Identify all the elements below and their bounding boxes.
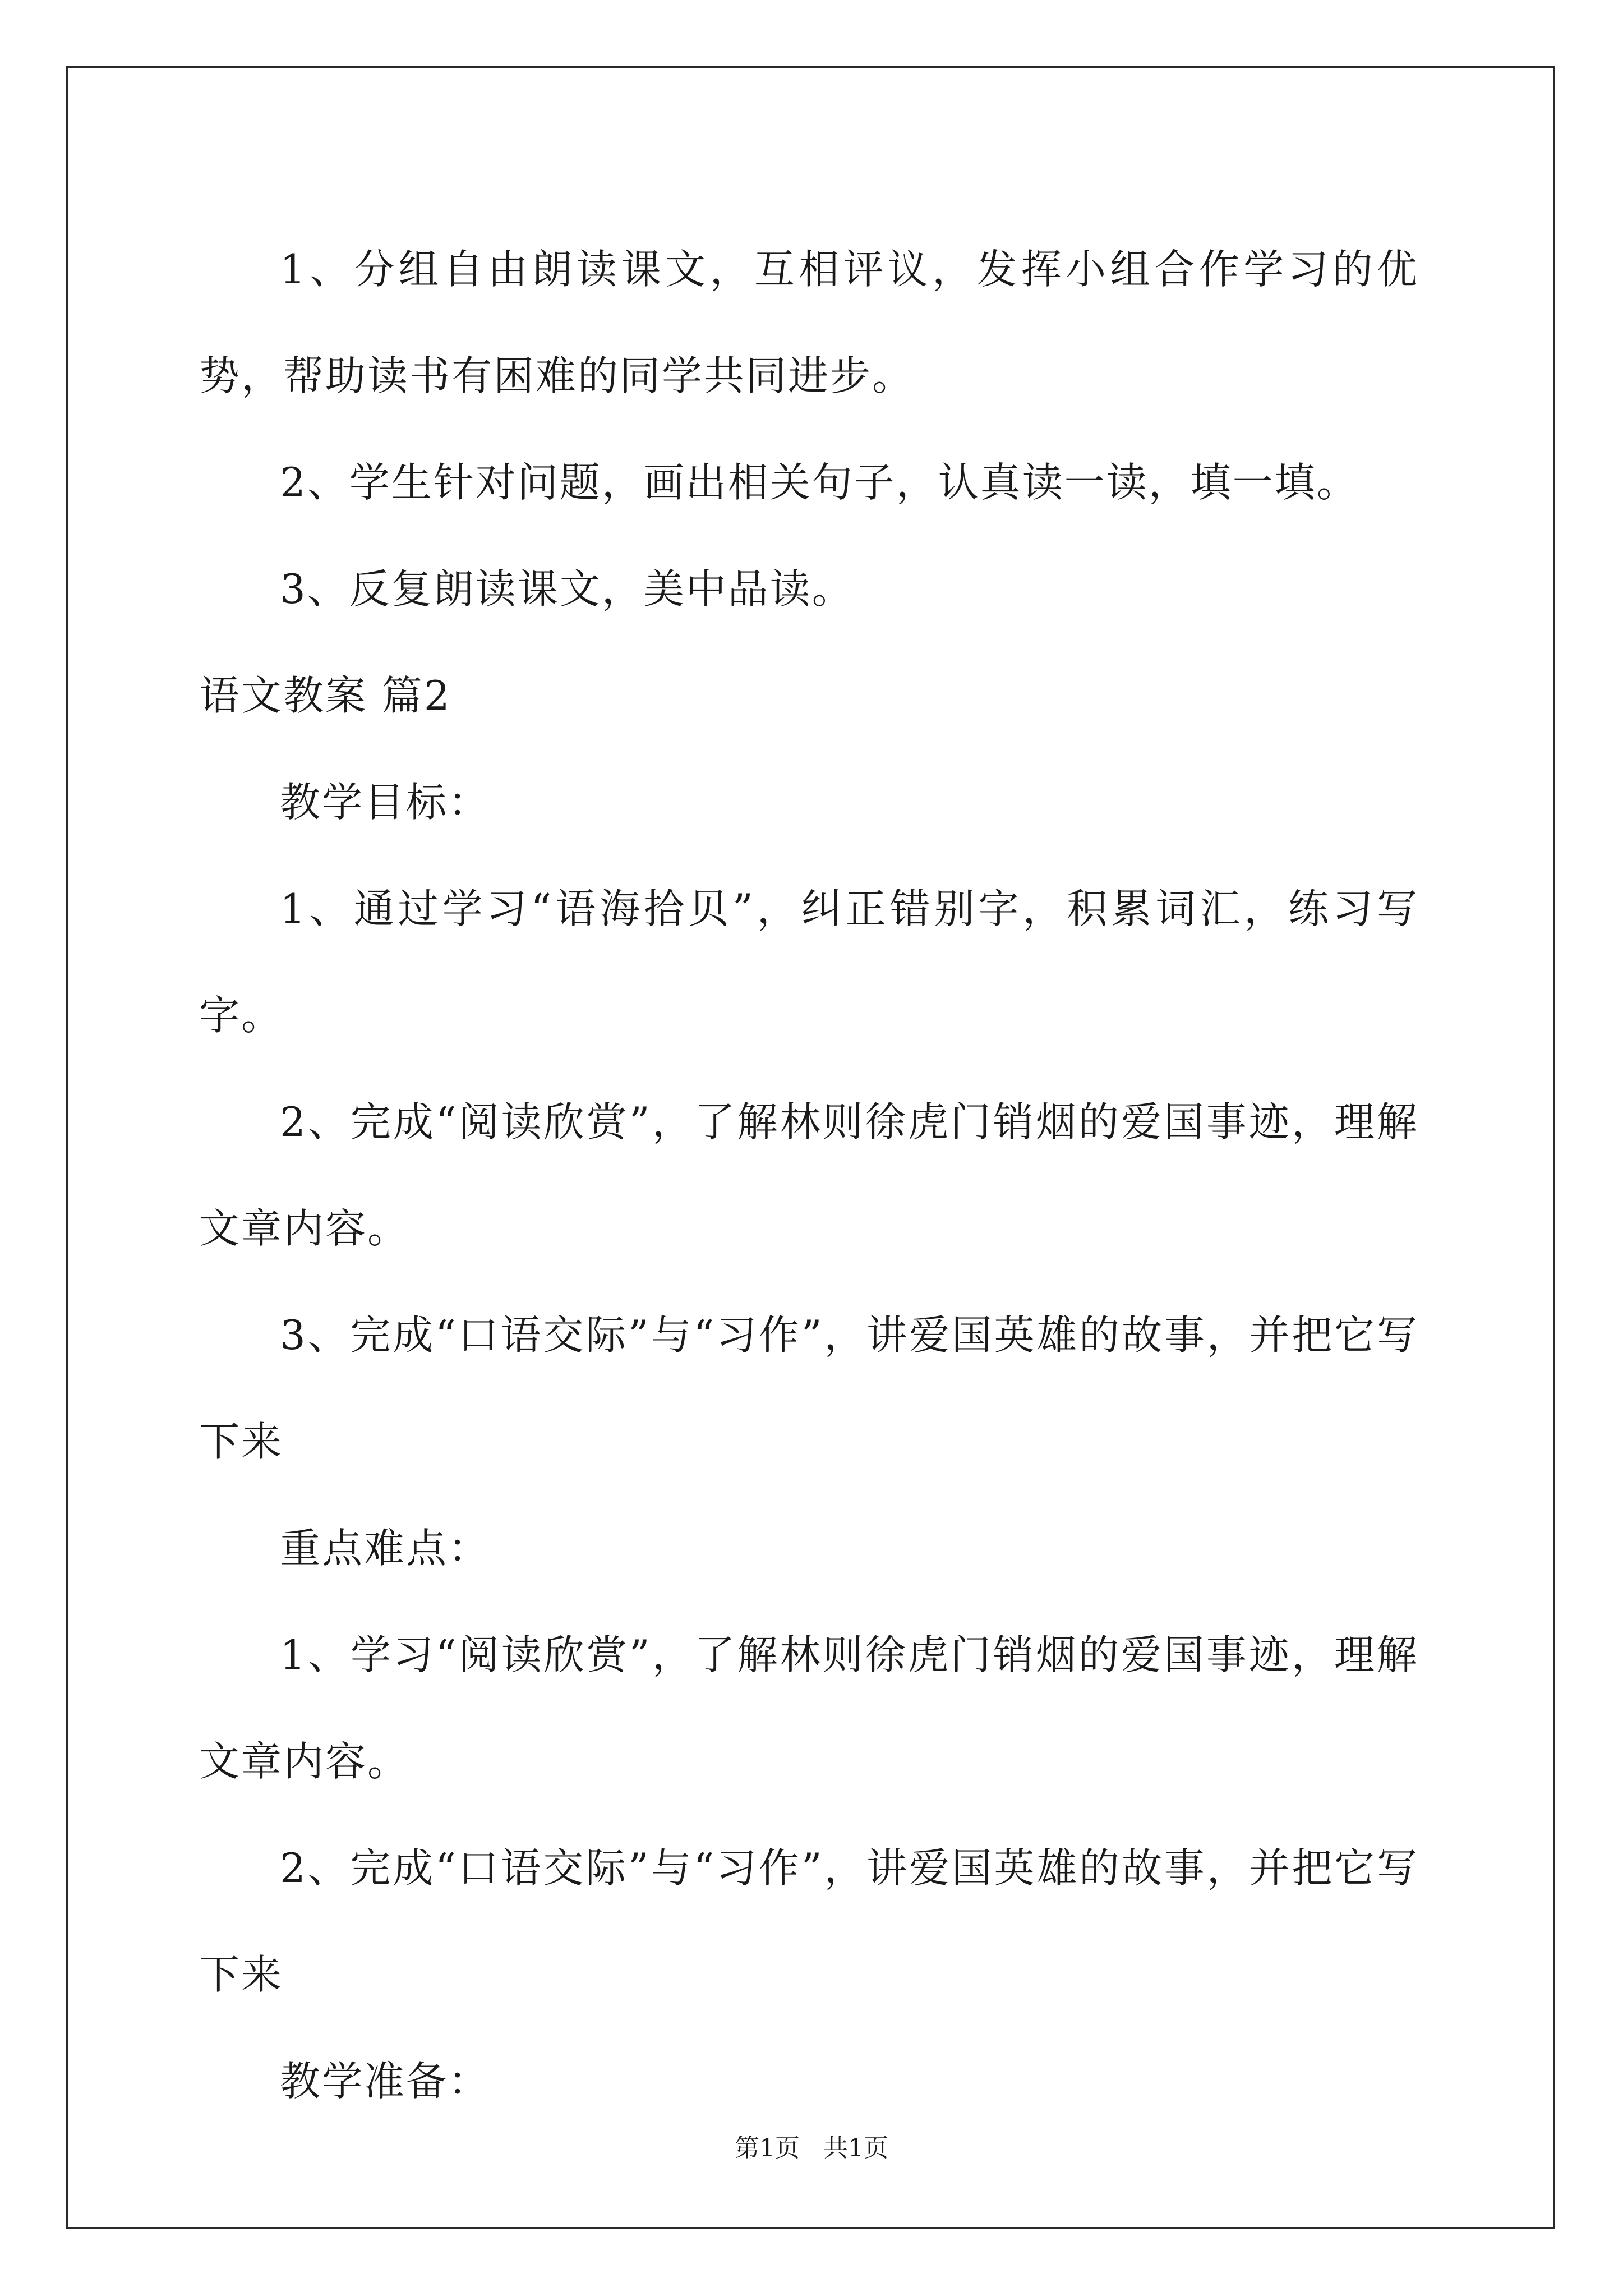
paragraph: 2、学生针对问题，画出相关句子，认真读一读，填一填。 — [280, 459, 1359, 506]
paragraph: 3、完成“口语交际”与“习作”，讲爱国英雄的故事，并把它写下来 — [199, 1312, 1419, 1465]
page-footer — [0, 2132, 1623, 2165]
paragraph: 1、通过学习“语海拾贝”，纠正错别字，积累词汇，练习写字。 — [199, 885, 1419, 1039]
paragraph: 2、完成“口语交际”与“习作”，讲爱国英雄的故事，并把它写下来 — [199, 1844, 1419, 1998]
document-body — [199, 216, 1419, 2134]
page-number: 第1页 — [735, 2134, 800, 2162]
paragraph: 1、学习“阅读欣赏”，了解林则徐虎门销烟的爱国事迹，理解文章内容。 — [199, 1631, 1419, 1785]
paragraph: 1、分组自由朗读课文，互相评议，发挥小组合作学习的优势，帮助读书有困难的同学共同进步。 — [199, 246, 1419, 399]
paragraph: 教学目标： — [280, 779, 491, 826]
section-heading: 语文教案 篇2 — [199, 672, 451, 719]
paragraph: 重点难点： — [280, 1525, 491, 1572]
paragraph: 教学准备： — [280, 2058, 491, 2105]
paragraph: 3、反复朗读课文，美中品读。 — [280, 565, 854, 613]
page-total: 共1页 — [823, 2134, 888, 2162]
paragraph: 2、完成“阅读欣赏”，了解林则徐虎门销烟的爱国事迹，理解文章内容。 — [199, 1098, 1419, 1252]
